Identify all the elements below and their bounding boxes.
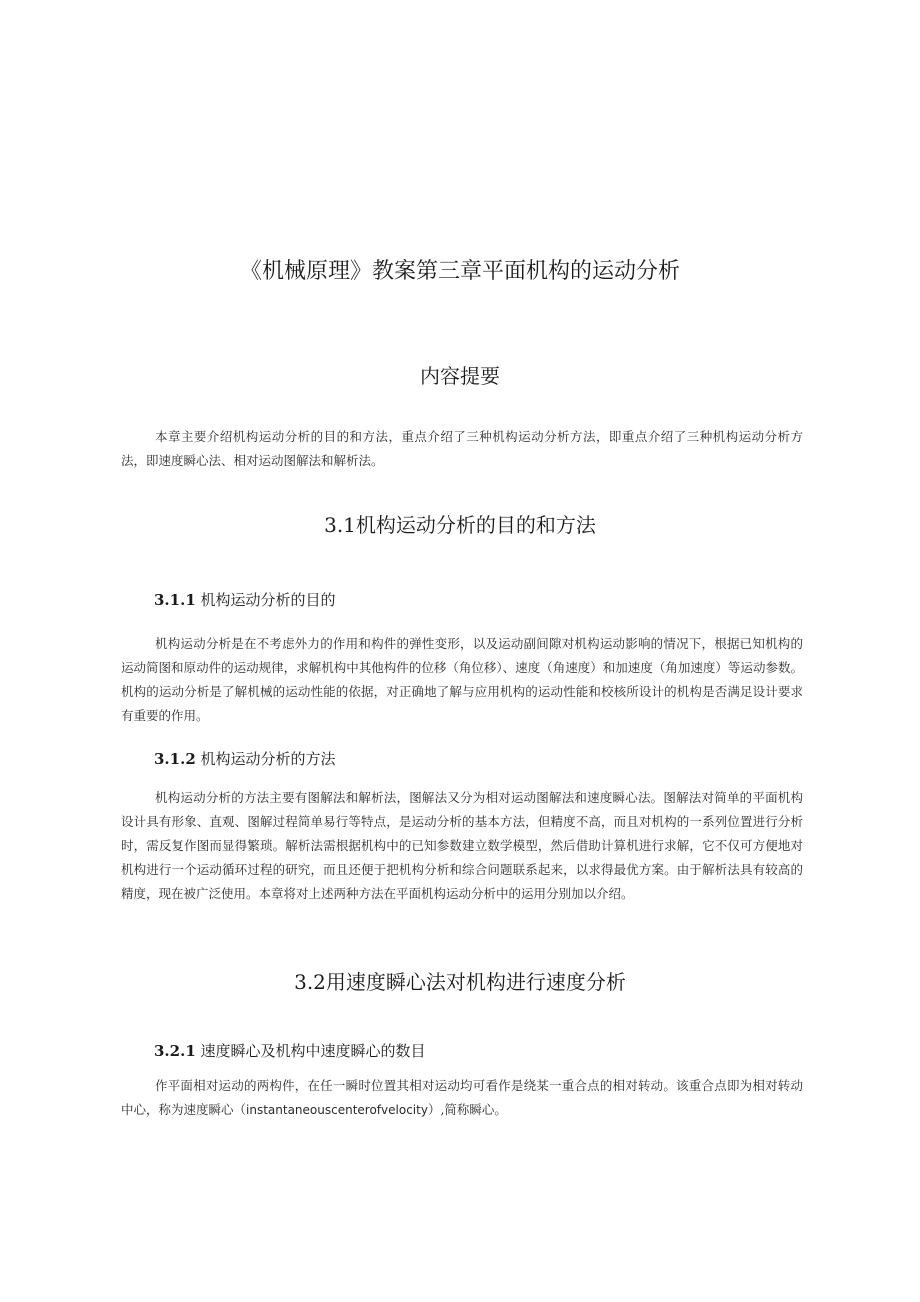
subsection-title: 机构运动分析的目的 [200, 591, 336, 609]
section-title: 用速度瞬心法对机构进行速度分析 [325, 970, 626, 994]
subsection-3-1-1-paragraph: 机构运动分析是在不考虑外力的作用和构件的弹性变形，以及运动副间隙对机构运动影响的情况下，根据已知机构的运动简图和原动件的运动规律，求解机构中其他构件的位移（角位移）、速度（角速度）和加速度（角加速度）等运动参数。机构的运动分析是了解机械的运动性能的依据，对正确地了解与应用机构的运动性能和校核所设计的机构是否满足设计要求有重要的作用。 [121, 636, 803, 723]
subsection-title: 机构运动分析的方法 [200, 750, 336, 768]
section-title: 机构运动分析的目的和方法 [355, 513, 596, 537]
subsection-title: 速度瞬心及机构中速度瞬心的数目 [200, 1042, 426, 1060]
document-title: 《机械原理》教案第三章平面机构的运动分析 [239, 259, 680, 284]
subsection-3-1-2-heading [154, 748, 336, 770]
paragraph-text-end: ）,简称瞬心。 [427, 1102, 507, 1117]
subsection-3-2-1-heading [154, 1040, 426, 1062]
paragraph-text-start: 作平面相对运动的两构件，在任一瞬时位置其相对运动均可看作是绕某一重合点的相对转动。该重合点即为相对转动中心，称为速度瞬心（ [121, 1078, 803, 1117]
section-number: 3.2 [294, 970, 326, 994]
english-term: instantaneouscenterofvelocity [246, 1103, 428, 1117]
subsection-3-1-1-heading [154, 589, 336, 611]
subsection-3-2-1-paragraph [121, 1074, 803, 1122]
summary-paragraph: 本章主要介绍机构运动分析的目的和方法，重点介绍了三种机构运动分析方法，即重点介绍了三种机构运动分析方法，即速度瞬心法、相对运动图解法和解析法。 [121, 429, 803, 468]
section-3-1-heading [0, 511, 920, 539]
subsection-number: 3.1.2 [154, 750, 196, 768]
subsection-3-1-2-paragraph: 机构运动分析的方法主要有图解法和解析法，图解法又分为相对运动图解法和速度瞬心法。图解法对简单的平面机构设计具有形象、直观、图解过程简单易行等特点，是运动分析的基本方法，但精度不高，而且对机构的一系列位置进行分析时，需反复作图而显得繁琐。解析法需根据机构中的已知参数建立数学模型，然后借助计算机进行求解，它不仅可方便地对机构进行一个运动循环过程的研究，而且还便于把机构分析和综合问题联系起来，以求得最优方案。由于解析法具有较高的精度，现在被广泛使用。本章将对上述两种方法在平面机构运动分析中的运用分别加以介绍。 [121, 790, 803, 901]
subsection-number: 3.2.1 [154, 1042, 196, 1060]
subsection-number: 3.1.1 [154, 591, 196, 609]
section-number: 3.1 [324, 513, 356, 537]
section-3-2-heading [0, 968, 920, 996]
summary-heading: 内容提要 [420, 364, 500, 388]
